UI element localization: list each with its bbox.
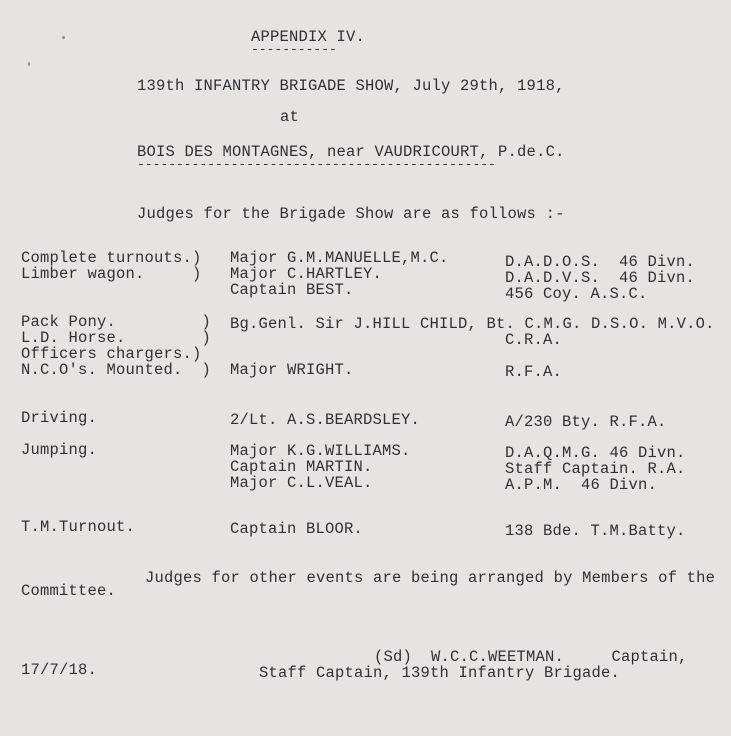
- judge-unit: R.F.A.: [505, 363, 563, 381]
- judge-name: 2/Lt. A.S.BEARDSLEY.: [230, 411, 421, 429]
- location-underline: ----------------------------------------------: [137, 157, 496, 172]
- judge-name: Major K.G.WILLIAMS.: [230, 442, 411, 460]
- judges-intro: Judges for the Brigade Show are as follows :-: [137, 205, 565, 223]
- judge-unit: C.R.A.: [505, 331, 563, 349]
- event-label: L.D. Horse. ): [21, 329, 212, 347]
- judges-column: [230, 250, 449, 298]
- judge-name: Bg.Genl. Sir J.HILL CHILD, Bt. C.M.G. D.S.O. M.V.O.: [230, 315, 715, 333]
- judge-name: Major C.HARTLEY.: [230, 265, 383, 283]
- event-label: Pack Pony. ): [21, 313, 212, 331]
- appendix-underline: -----------: [251, 42, 337, 57]
- signature-line1: (Sd) W.C.C.WEETMAN. Captain,: [374, 648, 688, 666]
- event-label: Driving.: [21, 409, 98, 427]
- judges-column: [230, 443, 411, 491]
- event-label: Complete turnouts.): [21, 249, 202, 267]
- judge-unit: A/230 Bty. R.F.A.: [505, 413, 667, 431]
- event-label: T.M.Turnout.: [21, 518, 136, 536]
- signature-line2: Staff Captain, 139th Infantry Brigade.: [259, 664, 621, 682]
- appendix-heading: APPENDIX IV.: [251, 28, 366, 46]
- event-label: Jumping.: [21, 441, 98, 459]
- units-column: [505, 254, 695, 302]
- judge-unit: D.A.D.V.S. 46 Divn.: [505, 269, 696, 287]
- units-column: [505, 445, 686, 493]
- judge-unit: 456 Coy. A.S.C.: [505, 285, 648, 303]
- judge-name: Captain MARTIN.: [230, 458, 373, 476]
- at-word: at: [280, 108, 300, 126]
- judge-name: Major G.M.MANUELLE,M.C.: [230, 249, 449, 267]
- judge-name: Major C.L.VEAL.: [230, 474, 373, 492]
- paper-speck: [28, 62, 30, 66]
- event-label: Officers chargers.): [21, 345, 202, 363]
- events-column: [21, 314, 211, 378]
- events-column: [21, 250, 202, 282]
- judge-name: Captain BLOOR.: [230, 520, 364, 538]
- event-label: Limber wagon. ): [21, 265, 202, 283]
- document-date: 17/7/18.: [21, 661, 98, 679]
- judge-name: Captain BEST.: [230, 281, 354, 299]
- show-title: 139th INFANTRY BRIGADE SHOW, July 29th, 1918,: [137, 77, 565, 95]
- judge-unit: 138 Bde. T.M.Batty.: [505, 522, 686, 540]
- judge-name: Major WRIGHT.: [230, 361, 354, 379]
- event-label: N.C.O's. Mounted. ): [21, 361, 212, 379]
- judge-unit: D.A.Q.M.G. 46 Divn.: [505, 444, 686, 462]
- paper-speck: [62, 36, 65, 39]
- location-line: BOIS DES MONTAGNES, near VAUDRICOURT, P.de.C.: [137, 143, 565, 161]
- judge-unit: D.A.D.O.S. 46 Divn.: [505, 253, 696, 271]
- footer-note-line1: Judges for other events are being arranged by Members of the: [145, 569, 716, 587]
- judge-unit: A.P.M. 46 Divn.: [505, 476, 658, 494]
- footer-note-line2: Committee.: [21, 582, 117, 600]
- judge-unit: Staff Captain. R.A.: [505, 460, 686, 478]
